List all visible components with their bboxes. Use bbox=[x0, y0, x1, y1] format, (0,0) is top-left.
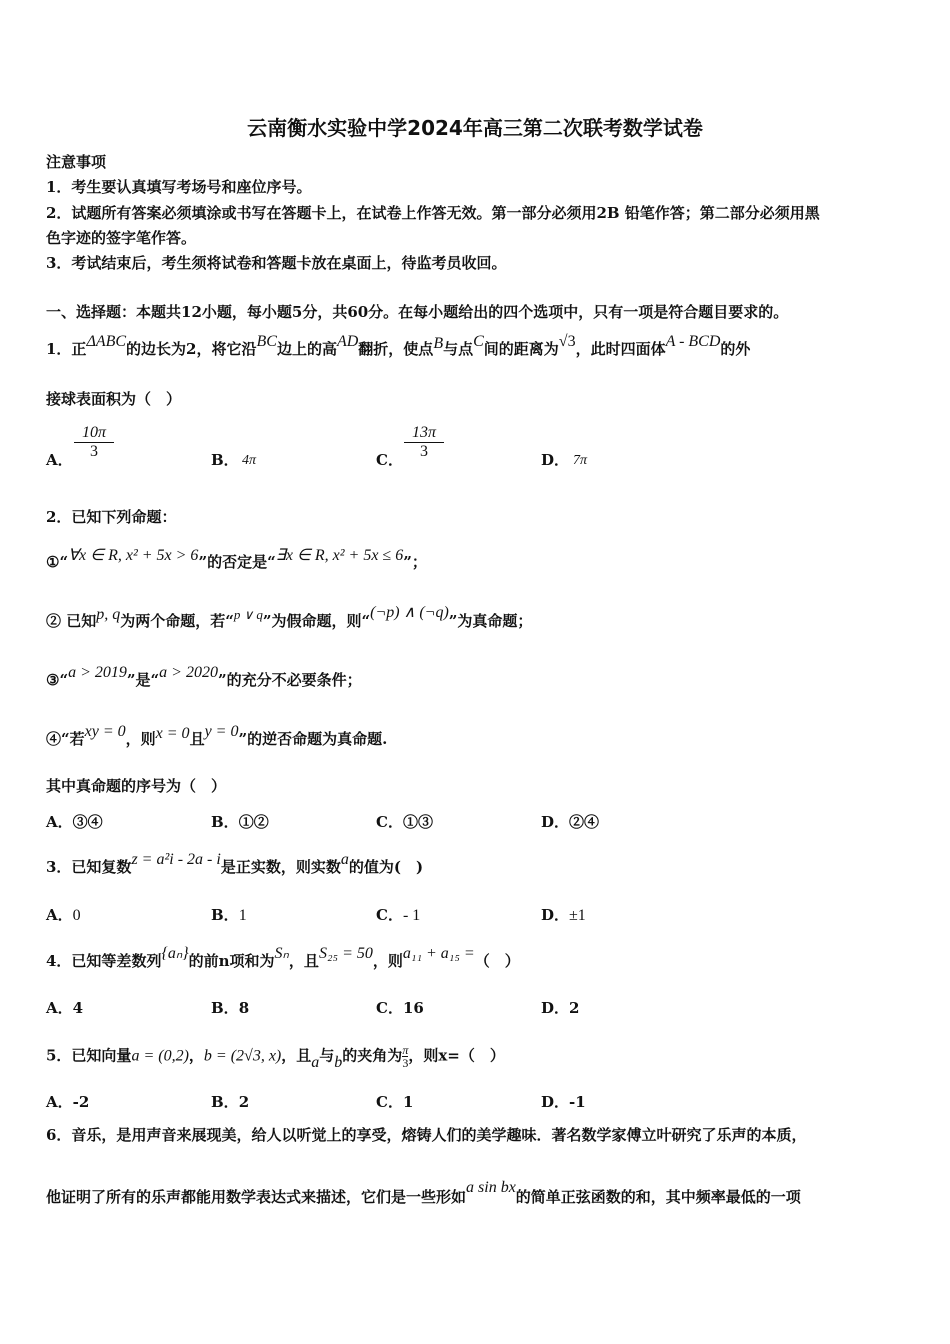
notice-item-1: 1．考生要认真填写考场号和座位序号。 bbox=[46, 178, 312, 196]
q4-option-d: D．2 bbox=[541, 999, 580, 1017]
notice-item-3: 3．考试结束后，考生须将试卷和答题卡放在桌面上，待监考员收回。 bbox=[46, 254, 507, 272]
q3-option-b: B．1 bbox=[211, 906, 247, 924]
question-2-stem: 2．已知下列命题： bbox=[46, 508, 177, 526]
notice-item-2-cont: 色字迹的签字笔作答。 bbox=[46, 229, 197, 247]
question-6-line-1: 6．音乐，是用声音来展现美，给人以听觉上的享受，熔铸人们的美学趣味．著名数学家傅立叶研究了乐声的本质， bbox=[46, 1126, 807, 1144]
q1-option-c-label: C． bbox=[376, 451, 403, 469]
q1-option-b-label: B． bbox=[211, 451, 239, 469]
question-2-statement-2: ② 已知p, q为两个命题，若“p ∨ q”为假命题，则“(¬p) ∧ (¬q)”为真命题； bbox=[46, 604, 533, 630]
question-6-line-2: 他证明了所有的乐声都能用数学表达式来描述，它们是一些形如a sin bx的简单正弦函数的和，其中频率最低的一项 bbox=[46, 1179, 801, 1206]
section-heading: 一、选择题：本题共12小题，每小题5分，共60分。在每小题给出的四个选项中，只有一项是符合题目要求的。 bbox=[46, 303, 789, 321]
q5-option-d: D．-1 bbox=[541, 1093, 586, 1111]
q4-option-b: B．8 bbox=[211, 999, 250, 1017]
q4-option-a: A．4 bbox=[46, 999, 84, 1017]
q2-option-d: D．②④ bbox=[541, 813, 600, 831]
q5-option-a: A．-2 bbox=[46, 1093, 90, 1111]
q1-option-b-value: 4π bbox=[242, 453, 257, 468]
q4-option-c: C．16 bbox=[376, 999, 424, 1017]
notice-heading: 注意事项 bbox=[46, 153, 107, 171]
notice-item-2: 2．试题所有答案必须填涂或书写在答题卡上，在试卷上作答无效。第一部分必须用2B 铅笔作答；第二部分必须用黑 bbox=[46, 204, 820, 222]
q3-option-d: D．±1 bbox=[541, 906, 586, 924]
question-5-stem: 5．已知向量a = (0,2)，b = (2√3, x)，且a与b的夹角为 $\frac{\pi}{3}$ ，则x=（ ） bbox=[46, 1043, 505, 1071]
q1-option-c-value: $\frac{13\pi}{3}$ bbox=[404, 424, 444, 461]
q2-option-b: B．①② bbox=[211, 813, 269, 831]
q2-option-a: A．③④ bbox=[46, 813, 103, 831]
question-1-line-2: 接球表面积为（ ） bbox=[46, 390, 182, 408]
question-1-line-1: 1．正ΔABC的边长为2，将它沿BC边上的高AD翻折，使点B与点C间的距离为√3，此时四面体A - BCD的外 bbox=[46, 333, 751, 358]
question-2-statement-1: ①“∀x ∈ R, x² + 5x > 6”的否定是“∃x ∈ R, x² + 5x ≤ 6”； bbox=[46, 547, 427, 571]
q1-option-d-label: D． bbox=[541, 451, 570, 469]
q1-option-a-value: $\frac{10\pi}{3}$ bbox=[74, 424, 114, 461]
q5-option-b: B．2 bbox=[211, 1093, 250, 1111]
question-2-statement-4: ④“若xy = 0，则x = 0且y = 0”的逆否命题为真命题. bbox=[46, 723, 388, 748]
page-title: 云南衡水实验中学2024年高三第二次联考数学试卷 bbox=[247, 116, 703, 140]
question-2-statement-3: ③“a > 2019”是“a > 2020”的充分不必要条件； bbox=[46, 664, 362, 689]
q3-option-a: A．0 bbox=[46, 906, 81, 924]
q1-option-d-value: 7π bbox=[573, 453, 588, 468]
q3-option-c: C．- 1 bbox=[376, 906, 421, 924]
q2-option-c: C．①③ bbox=[376, 813, 433, 831]
q5-option-c: C．1 bbox=[376, 1093, 414, 1111]
question-2-ask: 其中真命题的序号为（ ） bbox=[46, 777, 227, 795]
question-4-stem: 4．已知等差数列{aₙ}的前n项和为Sₙ，且S₂₅ = 50，则a₁₁ + a₁₅ =（ ） bbox=[46, 945, 520, 970]
question-3-stem: 3．已知复数z = a²i - 2a - i是正实数，则实数a的值为( ) bbox=[46, 851, 424, 876]
q1-option-a-label: A． bbox=[46, 451, 73, 469]
